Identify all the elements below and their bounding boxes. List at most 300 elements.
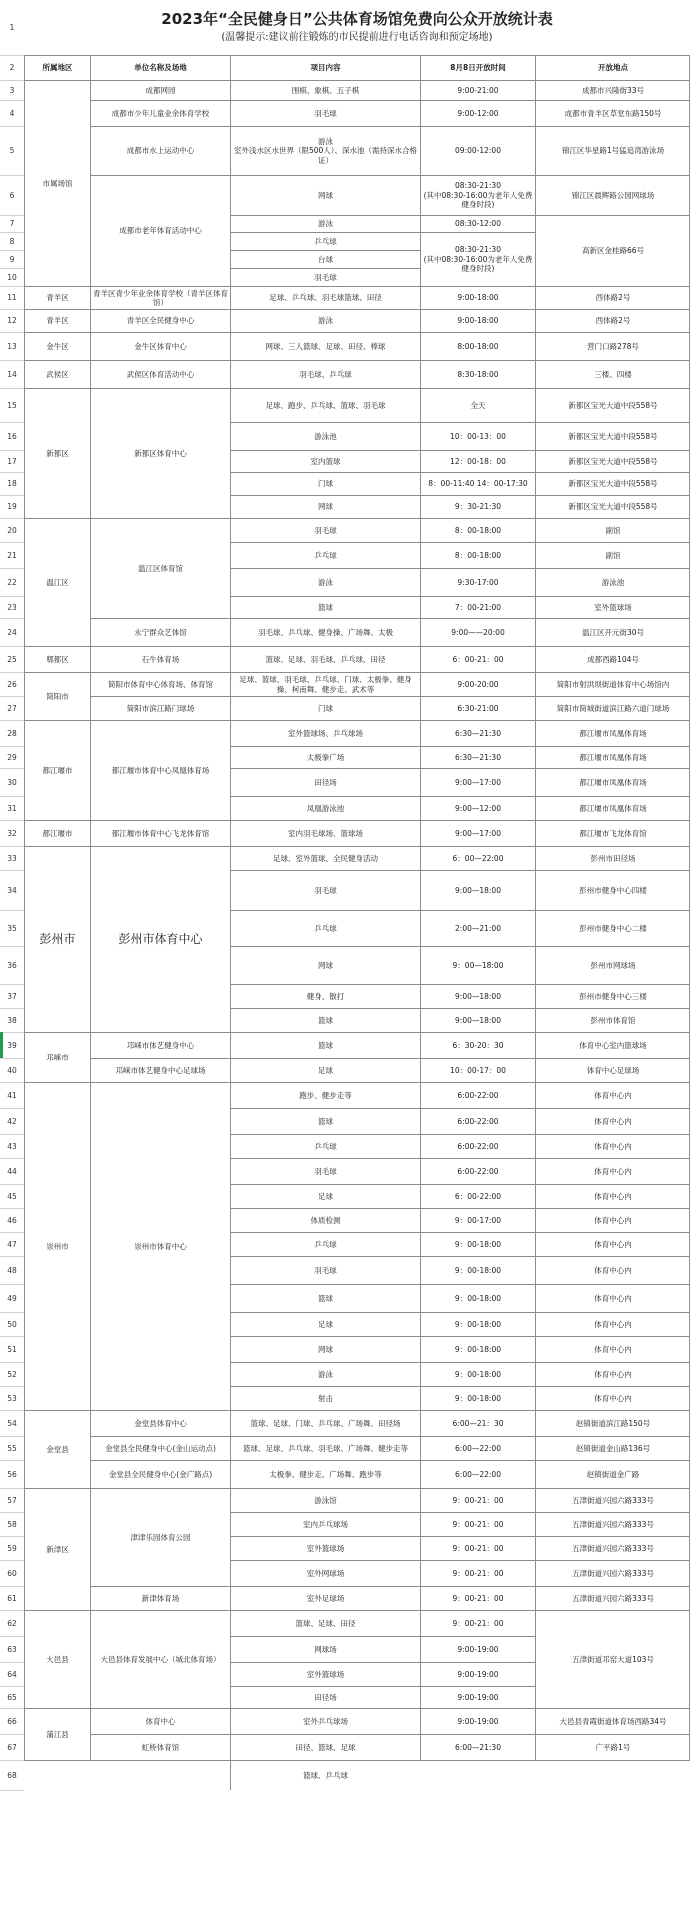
- row-number[interactable]: 63: [7, 1644, 17, 1654]
- place-cell[interactable]: 体育中心足球场: [535, 1058, 690, 1082]
- item-cell[interactable]: 网球、三人篮球、足球、田径、棒球: [230, 332, 420, 360]
- time-cell[interactable]: 9:00—18:00: [420, 870, 535, 910]
- venue-cell[interactable]: 金堂县全民健身中心(金山运动点): [90, 1436, 230, 1460]
- row-number[interactable]: 53: [7, 1393, 17, 1403]
- venue-cell[interactable]: 邛崃市体艺健身中心: [90, 1032, 230, 1058]
- time-cell[interactable]: 9：00—18:00: [420, 946, 535, 984]
- time-cell[interactable]: 9：30-21:30: [420, 495, 535, 518]
- region-cell[interactable]: 新都区: [24, 388, 90, 518]
- venue-cell[interactable]: 青羊区全民健身中心: [90, 309, 230, 332]
- time-cell[interactable]: 9:00—18:00: [420, 1008, 535, 1032]
- time-cell[interactable]: 全天: [420, 388, 535, 422]
- place-cell[interactable]: 体育中心内: [535, 1256, 690, 1284]
- place-cell[interactable]: 成都市青羊区草堂东路150号: [535, 100, 690, 126]
- venue-cell[interactable]: 石牛体育场: [90, 646, 230, 672]
- row-number[interactable]: 28: [7, 728, 17, 738]
- place-cell[interactable]: 五津街道兴园六路333号: [535, 1488, 690, 1512]
- place-cell[interactable]: 五津街道邛窑大道103号: [535, 1610, 690, 1708]
- row-number[interactable]: 36: [7, 960, 17, 970]
- region-cell[interactable]: 青羊区: [24, 309, 90, 332]
- region-cell[interactable]: 都江堰市: [24, 720, 90, 820]
- place-cell[interactable]: 赵镇街道金山路136号: [535, 1436, 690, 1460]
- time-cell[interactable]: 08:30-21:30 (其中08:30-16:00为老年人免费健身时段): [420, 232, 535, 286]
- time-cell[interactable]: 6:00-22:00: [420, 1134, 535, 1158]
- item-cell[interactable]: 网球场: [230, 1636, 420, 1662]
- row-number[interactable]: 11: [7, 293, 17, 302]
- item-cell[interactable]: 篮球: [230, 1284, 420, 1312]
- place-cell[interactable]: 三楼、四楼: [535, 360, 690, 388]
- place-cell[interactable]: 大邑县青霞街道体育场西路34号: [535, 1708, 690, 1734]
- item-cell[interactable]: 田径场: [230, 1686, 420, 1708]
- item-cell[interactable]: 篮球: [230, 1032, 420, 1058]
- row-number[interactable]: 59: [7, 1543, 17, 1553]
- place-cell[interactable]: 体育中心内: [535, 1208, 690, 1232]
- time-cell[interactable]: 6:00-22:00: [420, 1108, 535, 1134]
- item-cell[interactable]: 篮球、足球、乒乓球、羽毛球、广场舞、健步走等: [230, 1436, 420, 1460]
- region-cell[interactable]: 蒲江县: [24, 1708, 90, 1760]
- time-cell[interactable]: 9：00-21：00: [420, 1586, 535, 1610]
- place-cell[interactable]: 体育中心内: [535, 1108, 690, 1134]
- place-cell[interactable]: 新都区宝光大道中段558号: [535, 450, 690, 472]
- time-cell[interactable]: 6：00-21：00: [420, 646, 535, 672]
- venue-cell[interactable]: 金牛区体育中心: [90, 332, 230, 360]
- row-number[interactable]: 65: [7, 1692, 17, 1702]
- time-cell[interactable]: 8：00-11:40 14：00-17:30: [420, 472, 535, 495]
- item-cell[interactable]: 游泳池: [230, 422, 420, 450]
- time-cell[interactable]: 6：00-22:00: [420, 1184, 535, 1208]
- row-number[interactable]: 30: [7, 777, 17, 787]
- place-cell[interactable]: 彭州市网球场: [535, 946, 690, 984]
- row-number[interactable]: 51: [7, 1344, 17, 1354]
- time-cell[interactable]: 9：00-21：00: [420, 1610, 535, 1636]
- place-cell[interactable]: 都江堰市凤凰体育场: [535, 746, 690, 768]
- time-cell[interactable]: 9:00——20:00: [420, 618, 535, 646]
- venue-cell[interactable]: 津津乐园体育公园: [90, 1488, 230, 1586]
- place-cell[interactable]: 广平路1号: [535, 1734, 690, 1760]
- place-cell[interactable]: 简阳市简城街道滨江路六道门球场: [535, 696, 690, 720]
- row-number[interactable]: 43: [7, 1141, 17, 1151]
- place-cell[interactable]: 赵镇街道滨江路150号: [535, 1410, 690, 1436]
- place-cell[interactable]: 锦江区晨辉路公园网球场: [535, 175, 690, 215]
- row-number[interactable]: 5: [9, 146, 15, 155]
- row-number[interactable]: 42: [7, 1116, 17, 1126]
- row-number[interactable]: 55: [7, 1443, 17, 1453]
- item-cell[interactable]: 室内乒乓球场: [230, 1512, 420, 1536]
- time-cell[interactable]: 6:30—21:30: [420, 720, 535, 746]
- item-cell[interactable]: 室外篮球场: [230, 1662, 420, 1686]
- venue-cell[interactable]: 都江堰市体育中心凤凰体育场: [90, 720, 230, 820]
- region-cell[interactable]: 都江堰市: [24, 820, 90, 846]
- place-cell[interactable]: 新都区宝光大道中段558号: [535, 422, 690, 450]
- venue-cell[interactable]: 成都市水上运动中心: [90, 126, 230, 175]
- row-number[interactable]: 4: [9, 108, 15, 118]
- row-number[interactable]: 49: [7, 1293, 17, 1303]
- item-cell[interactable]: 跑步、健步走等: [230, 1082, 420, 1108]
- item-cell[interactable]: 羽毛球: [230, 870, 420, 910]
- region-cell[interactable]: 武侯区: [24, 360, 90, 388]
- time-cell[interactable]: 6：00—22:00: [420, 846, 535, 870]
- row-number[interactable]: 2: [9, 63, 15, 72]
- region-cell[interactable]: 青羊区: [24, 286, 90, 309]
- row-number[interactable]: 60: [7, 1568, 17, 1578]
- row-number[interactable]: 58: [7, 1519, 17, 1529]
- row-number[interactable]: 20: [7, 525, 17, 535]
- time-cell[interactable]: 12：00-18：00: [420, 450, 535, 472]
- item-cell[interactable]: 室内篮球: [230, 450, 420, 472]
- place-cell[interactable]: 新都区宝光大道中段558号: [535, 388, 690, 422]
- place-cell[interactable]: 赵镇街道金广路: [535, 1460, 690, 1488]
- row-number[interactable]: 37: [7, 991, 17, 1001]
- item-cell[interactable]: 足球、室外篮球、全民健身活动: [230, 846, 420, 870]
- time-cell[interactable]: 9:30-17:00: [420, 568, 535, 596]
- time-cell[interactable]: 10：00-17：00: [420, 1058, 535, 1082]
- place-cell[interactable]: 副馆: [535, 518, 690, 542]
- row-number[interactable]: 56: [7, 1469, 17, 1479]
- row-number[interactable]: 24: [7, 627, 17, 637]
- row-number[interactable]: 26: [7, 679, 17, 689]
- column-header[interactable]: 单位名称及场地: [90, 55, 230, 80]
- time-cell[interactable]: 9:00-20:00: [420, 672, 535, 696]
- time-cell[interactable]: 9:00—17:00: [420, 820, 535, 846]
- item-cell[interactable]: 室外网球场: [230, 1560, 420, 1586]
- row-number[interactable]: 23: [7, 602, 17, 612]
- row-number[interactable]: 1: [9, 23, 15, 32]
- place-cell[interactable]: 都江堰市凤凰体育场: [535, 796, 690, 820]
- place-cell[interactable]: 都江堰市凤凰体育场: [535, 768, 690, 796]
- row-number[interactable]: 13: [7, 341, 17, 351]
- region-cell[interactable]: 崇州市: [24, 1082, 90, 1410]
- item-cell[interactable]: 室外篮球场、乒乓球场: [230, 720, 420, 746]
- region-cell[interactable]: 新津区: [24, 1488, 90, 1610]
- time-cell[interactable]: 10：00-13：00: [420, 422, 535, 450]
- time-cell[interactable]: 9：00-18:00: [420, 1232, 535, 1256]
- place-cell[interactable]: 彭州市健身中心四楼: [535, 870, 690, 910]
- item-cell[interactable]: 田径、篮球、足球: [230, 1734, 420, 1760]
- place-cell[interactable]: 体育中心室内篮球场: [535, 1032, 690, 1058]
- item-cell[interactable]: 游泳: [230, 215, 420, 232]
- row-number[interactable]: 48: [7, 1265, 17, 1275]
- venue-cell[interactable]: 新津体育场: [90, 1586, 230, 1610]
- row-number[interactable]: 9: [9, 254, 15, 264]
- row-number[interactable]: 34: [7, 885, 17, 895]
- row-number[interactable]: 67: [7, 1742, 17, 1752]
- time-cell[interactable]: 8：00-18:00: [420, 518, 535, 542]
- item-cell[interactable]: 羽毛球: [230, 100, 420, 126]
- place-cell[interactable]: 西体路2号: [535, 286, 690, 309]
- item-cell[interactable]: 网球: [230, 946, 420, 984]
- time-cell[interactable]: 8:30-18:00: [420, 360, 535, 388]
- item-cell[interactable]: 游泳 室外浅水区水世界（限500人）、深水池（需持深水合格证）: [230, 126, 420, 175]
- item-cell[interactable]: 凤凰游泳池: [230, 796, 420, 820]
- time-cell[interactable]: 6:00—22:00: [420, 1460, 535, 1488]
- time-cell[interactable]: 6：30-20：30: [420, 1032, 535, 1058]
- row-number[interactable]: 27: [7, 703, 17, 713]
- time-cell[interactable]: 9：00-17:00: [420, 1208, 535, 1232]
- place-cell[interactable]: 温江区开元街30号: [535, 618, 690, 646]
- item-cell[interactable]: 游泳: [230, 1362, 420, 1386]
- row-number[interactable]: 6: [9, 190, 15, 200]
- time-cell[interactable]: 08:30-21:30 (其中08:30-16:00为老年人免费健身时段): [420, 175, 535, 215]
- item-cell[interactable]: 足球、篮球、羽毛球、乒乓球、门球、太极拳、健身操、柯南舞、健步走、武术等: [230, 672, 420, 696]
- time-cell[interactable]: 6:00—21:30: [420, 1734, 535, 1760]
- time-cell[interactable]: 9:00-19:00: [420, 1636, 535, 1662]
- item-cell[interactable]: 羽毛球、乒乓球: [230, 360, 420, 388]
- venue-cell[interactable]: 大邑县体育发展中心（城北体育场）: [90, 1610, 230, 1708]
- row-number[interactable]: 19: [7, 502, 17, 511]
- item-cell[interactable]: 足球: [230, 1058, 420, 1082]
- place-cell[interactable]: 体育中心内: [535, 1184, 690, 1208]
- place-cell[interactable]: 彭州市健身中心三楼: [535, 984, 690, 1008]
- place-cell[interactable]: 体育中心内: [535, 1232, 690, 1256]
- item-cell[interactable]: 室外足球场: [230, 1586, 420, 1610]
- row-number[interactable]: 66: [7, 1716, 17, 1726]
- column-header[interactable]: 项目内容: [230, 55, 420, 80]
- row-number[interactable]: 41: [7, 1090, 17, 1100]
- place-cell[interactable]: 五津街道兴园六路333号: [535, 1512, 690, 1536]
- venue-cell[interactable]: 金堂县体育中心: [90, 1410, 230, 1436]
- row-number[interactable]: 57: [7, 1495, 17, 1505]
- place-cell[interactable]: 成都市兴隆街33号: [535, 80, 690, 100]
- region-cell[interactable]: 金堂县: [24, 1410, 90, 1488]
- time-cell[interactable]: 9:00—17:00: [420, 768, 535, 796]
- item-cell[interactable]: 门球: [230, 472, 420, 495]
- region-cell[interactable]: 简阳市: [24, 672, 90, 720]
- time-cell[interactable]: 9：00-18:00: [420, 1362, 535, 1386]
- item-cell[interactable]: 篮球、乒乓球: [230, 1760, 420, 1790]
- item-cell[interactable]: 游泳馆: [230, 1488, 420, 1512]
- venue-cell[interactable]: 简阳市体育中心体育场、体育馆: [90, 672, 230, 696]
- place-cell[interactable]: 体育中心内: [535, 1362, 690, 1386]
- place-cell[interactable]: 体育中心内: [535, 1158, 690, 1184]
- time-cell[interactable]: 7：00-21:00: [420, 596, 535, 618]
- venue-cell[interactable]: 体育中心: [90, 1708, 230, 1734]
- time-cell[interactable]: 08:30-12:00: [420, 215, 535, 232]
- row-number[interactable]: 3: [9, 85, 15, 95]
- column-header[interactable]: 开放地点: [535, 55, 690, 80]
- time-cell[interactable]: 9：00-18:00: [420, 1312, 535, 1336]
- item-cell[interactable]: 射击: [230, 1386, 420, 1410]
- item-cell[interactable]: 围棋、象棋、五子棋: [230, 80, 420, 100]
- row-number[interactable]: 46: [7, 1215, 17, 1225]
- place-cell[interactable]: 都江堰市飞龙体育馆: [535, 820, 690, 846]
- item-cell[interactable]: 乒乓球: [230, 1134, 420, 1158]
- time-cell[interactable]: 9：00-18:00: [420, 1256, 535, 1284]
- place-cell[interactable]: 室外篮球场: [535, 596, 690, 618]
- time-cell[interactable]: 9:00-12:00: [420, 100, 535, 126]
- item-cell[interactable]: 羽毛球: [230, 1256, 420, 1284]
- place-cell[interactable]: 体育中心内: [535, 1284, 690, 1312]
- row-number[interactable]: 35: [7, 923, 17, 933]
- place-cell[interactable]: 简阳市射洪坝街道体育中心场馆内: [535, 672, 690, 696]
- item-cell[interactable]: 乒乓球: [230, 1232, 420, 1256]
- region-cell[interactable]: 金牛区: [24, 332, 90, 360]
- venue-cell[interactable]: 成都网园: [90, 80, 230, 100]
- item-cell[interactable]: 篮球: [230, 596, 420, 618]
- region-cell[interactable]: 市属场馆: [24, 80, 90, 286]
- row-number[interactable]: 38: [7, 1015, 17, 1025]
- region-cell[interactable]: 大邑县: [24, 1610, 90, 1708]
- item-cell[interactable]: 门球: [230, 696, 420, 720]
- place-cell[interactable]: 彭州市田径场: [535, 846, 690, 870]
- row-number[interactable]: 22: [7, 577, 17, 587]
- time-cell[interactable]: 9:00-19:00: [420, 1708, 535, 1734]
- place-cell[interactable]: 营门口路278号: [535, 332, 690, 360]
- time-cell[interactable]: 8：00-18:00: [420, 542, 535, 568]
- time-cell[interactable]: 2:00—21:00: [420, 910, 535, 946]
- row-number[interactable]: 40: [7, 1065, 17, 1075]
- row-number[interactable]: 12: [7, 316, 17, 325]
- region-cell[interactable]: 温江区: [24, 518, 90, 646]
- row-number[interactable]: 10: [7, 272, 17, 282]
- item-cell[interactable]: 游泳: [230, 309, 420, 332]
- item-cell[interactable]: 体质检测: [230, 1208, 420, 1232]
- time-cell[interactable]: 9：00-21：00: [420, 1536, 535, 1560]
- time-cell[interactable]: 6:00-22:00: [420, 1158, 535, 1184]
- place-cell[interactable]: 五津街道兴园六路333号: [535, 1536, 690, 1560]
- row-number[interactable]: 64: [7, 1669, 17, 1679]
- item-cell[interactable]: 足球: [230, 1312, 420, 1336]
- row-number[interactable]: 8: [9, 236, 15, 246]
- place-cell[interactable]: 五津街道兴园六路333号: [535, 1560, 690, 1586]
- place-cell[interactable]: 体育中心内: [535, 1134, 690, 1158]
- time-cell[interactable]: 9：00-18:00: [420, 1336, 535, 1362]
- row-number[interactable]: 17: [7, 456, 17, 466]
- row-number[interactable]: 39: [7, 1040, 17, 1050]
- venue-cell[interactable]: 金堂县全民健身中心(金广路点): [90, 1460, 230, 1488]
- time-cell[interactable]: 6:30—21:30: [420, 746, 535, 768]
- place-cell[interactable]: 西体路2号: [535, 309, 690, 332]
- venue-cell[interactable]: 崇州市体育中心: [90, 1082, 230, 1410]
- place-cell[interactable]: 都江堰市凤凰体育场: [535, 720, 690, 746]
- time-cell[interactable]: 9：00-18:00: [420, 1386, 535, 1410]
- item-cell[interactable]: 室外篮球场: [230, 1536, 420, 1560]
- time-cell[interactable]: 9:00-19:00: [420, 1662, 535, 1686]
- time-cell[interactable]: 6:30-21:00: [420, 696, 535, 720]
- item-cell[interactable]: 健身、散打: [230, 984, 420, 1008]
- venue-cell[interactable]: 温江区体育馆: [90, 518, 230, 618]
- place-cell[interactable]: 新都区宝光大道中段558号: [535, 495, 690, 518]
- item-cell[interactable]: 篮球、足球、门球、乒乓球、广场舞、田径场: [230, 1410, 420, 1436]
- place-cell[interactable]: 新都区宝光大道中段558号: [535, 472, 690, 495]
- item-cell[interactable]: 篮球、足球、田径: [230, 1610, 420, 1636]
- time-cell[interactable]: 9：00-18:00: [420, 1284, 535, 1312]
- place-cell[interactable]: 彭州市体育馆: [535, 1008, 690, 1032]
- row-number[interactable]: 15: [7, 400, 17, 410]
- item-cell[interactable]: 网球: [230, 1336, 420, 1362]
- item-cell[interactable]: 乒乓球: [230, 232, 420, 250]
- item-cell[interactable]: 台球: [230, 250, 420, 268]
- row-number[interactable]: 62: [7, 1618, 17, 1628]
- item-cell[interactable]: 羽毛球: [230, 268, 420, 286]
- row-number[interactable]: 33: [7, 853, 17, 863]
- place-cell[interactable]: 游泳池: [535, 568, 690, 596]
- time-cell[interactable]: 9：00-21：00: [420, 1512, 535, 1536]
- venue-cell[interactable]: 永宁群众艺体馆: [90, 618, 230, 646]
- time-cell[interactable]: 9:00-21:00: [420, 80, 535, 100]
- region-cell[interactable]: 邛崃市: [24, 1032, 90, 1082]
- time-cell[interactable]: 9:00—12:00: [420, 796, 535, 820]
- venue-cell[interactable]: 新都区体育中心: [90, 388, 230, 518]
- place-cell[interactable]: 副馆: [535, 542, 690, 568]
- place-cell[interactable]: 高新区金桂路66号: [535, 215, 690, 286]
- item-cell[interactable]: 游泳: [230, 568, 420, 596]
- place-cell[interactable]: 体育中心内: [535, 1082, 690, 1108]
- place-cell[interactable]: 体育中心内: [535, 1386, 690, 1410]
- region-cell[interactable]: 彭州市: [24, 846, 90, 1032]
- column-header[interactable]: 8月8日开放时间: [420, 55, 535, 80]
- item-cell[interactable]: 室外乒乓球场: [230, 1708, 420, 1734]
- item-cell[interactable]: 篮球: [230, 1108, 420, 1134]
- row-number[interactable]: 18: [7, 479, 17, 488]
- venue-cell[interactable]: 成都市少年儿童业余体育学校: [90, 100, 230, 126]
- row-number[interactable]: 29: [7, 752, 17, 762]
- row-number[interactable]: 68: [7, 1770, 17, 1780]
- time-cell[interactable]: 6:00—21：30: [420, 1410, 535, 1436]
- place-cell[interactable]: 成都西路104号: [535, 646, 690, 672]
- time-cell[interactable]: 9:00—18:00: [420, 984, 535, 1008]
- time-cell[interactable]: 9:00-18:00: [420, 286, 535, 309]
- item-cell[interactable]: 太极拳广场: [230, 746, 420, 768]
- place-cell[interactable]: 五津街道兴园六路333号: [535, 1586, 690, 1610]
- item-cell[interactable]: 羽毛球: [230, 1158, 420, 1184]
- item-cell[interactable]: 田径场: [230, 768, 420, 796]
- venue-cell[interactable]: 彭州市体育中心: [90, 846, 230, 1032]
- item-cell[interactable]: 乒乓球: [230, 910, 420, 946]
- row-number[interactable]: 32: [7, 828, 17, 838]
- venue-cell[interactable]: 虹桥体育馆: [90, 1734, 230, 1760]
- time-cell[interactable]: 9：00-21：00: [420, 1488, 535, 1512]
- item-cell[interactable]: 太极拳、健步走、广场舞、跑步等: [230, 1460, 420, 1488]
- place-cell[interactable]: 体育中心内: [535, 1312, 690, 1336]
- row-number[interactable]: 47: [7, 1239, 17, 1249]
- item-cell[interactable]: 室内羽毛球场、篮球场: [230, 820, 420, 846]
- row-number[interactable]: 44: [7, 1166, 17, 1176]
- item-cell[interactable]: 足球、乒乓球、羽毛球篮球、田径: [230, 286, 420, 309]
- row-number[interactable]: 52: [7, 1369, 17, 1379]
- row-number[interactable]: 25: [7, 654, 17, 664]
- item-cell[interactable]: 羽毛球: [230, 518, 420, 542]
- item-cell[interactable]: 网球: [230, 495, 420, 518]
- column-header[interactable]: 所属地区: [24, 55, 90, 80]
- place-cell[interactable]: 彭州市健身中心二楼: [535, 910, 690, 946]
- row-number[interactable]: 7: [9, 219, 15, 228]
- venue-cell[interactable]: 成都市老年体育活动中心: [90, 175, 230, 286]
- item-cell[interactable]: 羽毛球、乒乓球、健身操、广场舞、太极: [230, 618, 420, 646]
- time-cell[interactable]: 9:00-18:00: [420, 309, 535, 332]
- venue-cell[interactable]: 青羊区青少年业余体育学校（青羊区体育馆）: [90, 286, 230, 309]
- place-cell[interactable]: 锦江区华星路1号猛追湾游泳场: [535, 126, 690, 175]
- item-cell[interactable]: 网球: [230, 175, 420, 215]
- item-cell[interactable]: 乒乓球: [230, 542, 420, 568]
- time-cell[interactable]: 9：00-21：00: [420, 1560, 535, 1586]
- row-number[interactable]: 16: [7, 431, 17, 441]
- time-cell[interactable]: 9:00-19:00: [420, 1686, 535, 1708]
- venue-cell[interactable]: 邛崃市体艺健身中心足球场: [90, 1058, 230, 1082]
- row-number[interactable]: 45: [7, 1191, 17, 1201]
- region-cell[interactable]: 郫都区: [24, 646, 90, 672]
- place-cell[interactable]: 体育中心内: [535, 1336, 690, 1362]
- row-number[interactable]: 61: [7, 1593, 17, 1603]
- row-number[interactable]: 54: [7, 1418, 17, 1428]
- time-cell[interactable]: 09:00-12:00: [420, 126, 535, 175]
- item-cell[interactable]: 足球、跑步、乒乓球、篮球、羽毛球: [230, 388, 420, 422]
- row-number[interactable]: 21: [7, 550, 17, 560]
- item-cell[interactable]: 篮球、足球、羽毛球、乒乓球、田径: [230, 646, 420, 672]
- item-cell[interactable]: 篮球: [230, 1008, 420, 1032]
- time-cell[interactable]: 6:00-22:00: [420, 1082, 535, 1108]
- venue-cell[interactable]: 都江堰市体育中心飞龙体育馆: [90, 820, 230, 846]
- time-cell[interactable]: 6:00—22:00: [420, 1436, 535, 1460]
